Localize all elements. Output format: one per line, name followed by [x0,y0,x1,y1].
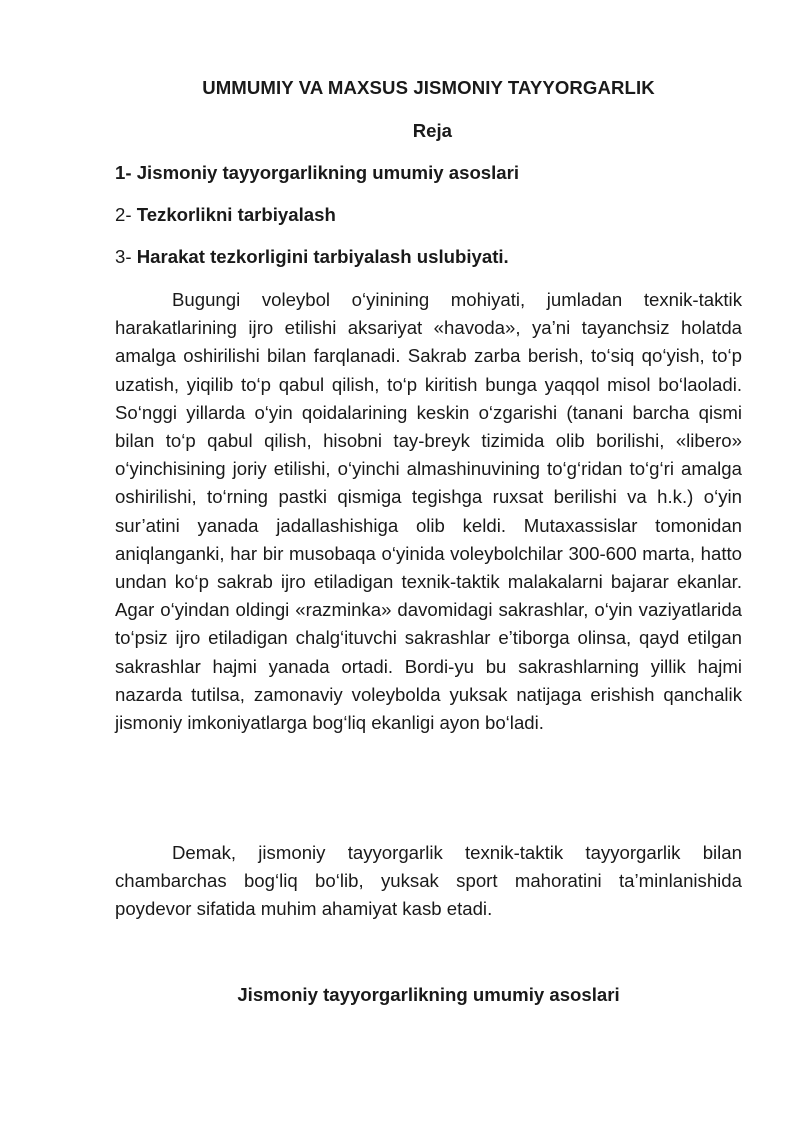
plan-item-number: 3- [115,246,132,267]
plan-item-text: Jismoniy tayyorgarlikning umumiy asoslari [136,162,520,183]
body-paragraph: Demak, jismoniy tayyorgarlik texnik-taktik tayyorgarlik bilan chambarchas bog‘liq bo‘lib, yuksak sport mahoratini ta’minlanishida poydevor sifatida muhim ahamiyat kasb etadi. [115,842,742,920]
section-heading: Jismoniy tayyorgarlikning umumiy asoslari [237,984,620,1005]
plan-item-number: 1- [115,162,132,183]
body-paragraph: Bugungi voleybol o‘yinining mohiyati, jumladan texnik-taktik harakatlarining ijro etilishi aksariyat «havoda», ya’ni tayanchsiz holatda amalga oshirilishi bilan farqlanadi. Sakrab zarba berish, to‘siq qo‘yish, to‘p uzatish, yiqilib to‘p qabul qilish, to‘p kiritish bunga yaqqol misol bo‘laoladi. So‘nggi yillarda o‘yin qoidalarining keskin o‘zgarishi (tanani barcha qismi bilan to‘p qabul qilish, hisobni tay-breyk tizimida olib borilishi, «libero» o‘yinchisining joriy etilishi, o‘yinchi almashinuvining to‘g‘ridan to‘g‘ri amalga oshirilishi, to‘rning pastki qismiga tegishga ruxsat berilishi va h.k.) o‘yin sur’atini yanada jadallashishiga olib keldi. Mutaxassislar tomonidan aniqlanganki, har bir musobaqa o‘yinida voleybolchilar 300-600 marta, hatto undan ko‘p sakrab ijro etiladigan texnik-taktik malakalarni bajarar ekanlar. Agar o‘yindan oldingi «razminka» davomidagi sakrashlar, o‘yin vaziyatlarida to‘psiz ijro etiladigan chalg‘ituvchi sakrashlar e’tiborga olinsa, qayd etilgan sakrashlar hajmi yanada ortadi. Bordi-yu bu sakrashlarning yillik hajmi nazarda tutilsa, zamonaviy voleybolda yuksak natijaga erishish qanchalik jismoniy imkoniyatlarga bog‘liq ekanligi ayon bo‘ladi. [115,289,742,734]
plan-heading: Reja [412,120,452,141]
document-title: UMMUMIY VA MAXSUS JISMONIY TAYYORGARLIK [202,77,655,98]
plan-item [115,162,519,184]
plan-item-number: 2- [115,204,132,225]
plan-item [115,246,509,268]
plan-item-text: Harakat tezkorligini tarbiyalash uslubiyati. [136,246,509,267]
plan-item [115,204,336,226]
plan-item-text: Tezkorlikni tarbiyalash [136,204,336,225]
